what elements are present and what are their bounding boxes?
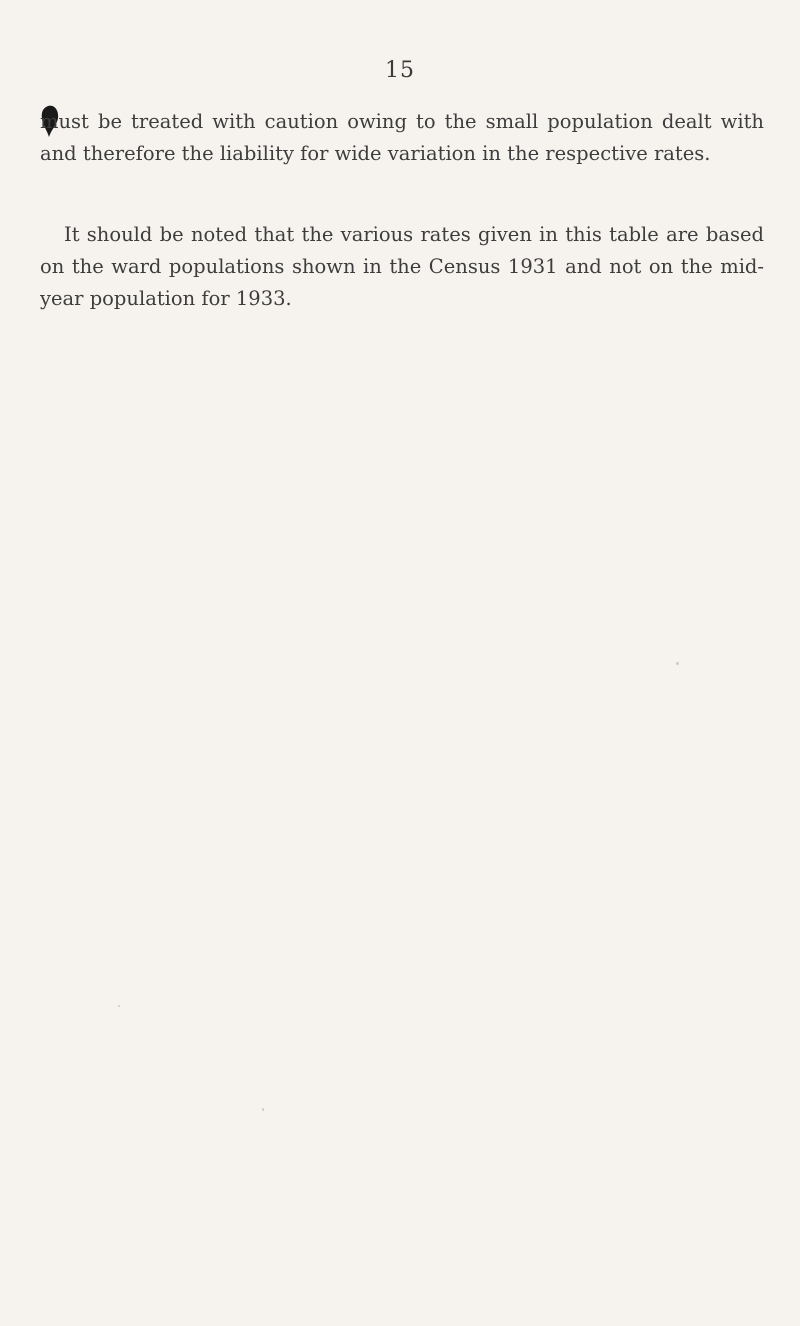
paragraph-census-note: It should be noted that the various rates given in this table are based on the ward populations shown in the Census 1931 and not on the mid-year population for 1933.	[40, 223, 764, 310]
paper-speck	[676, 662, 679, 665]
paper-speck	[262, 1108, 264, 1111]
page-number: 15	[385, 58, 415, 83]
paper-speck	[118, 1005, 120, 1007]
paragraph-caution: must be treated with caution owing to the small population dealt with and therefore the liability for wide variation in the respective rates.	[40, 110, 764, 165]
